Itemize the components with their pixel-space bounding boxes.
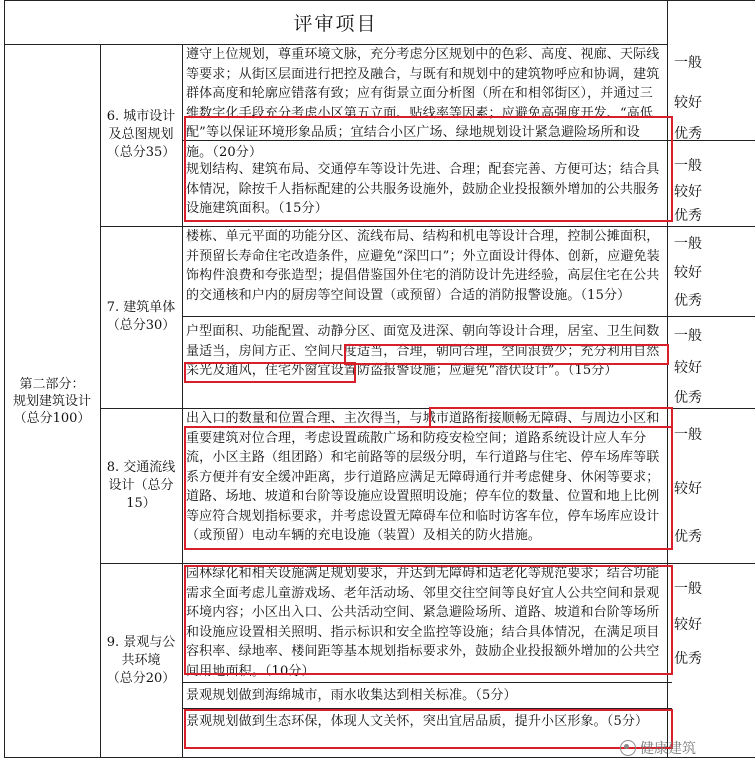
highlight-box [344,344,669,365]
part-label-line: （总分100） [13,410,91,426]
category-line: 共环境 [121,652,161,668]
level-label: 优秀 [674,651,702,667]
table-header: 评审项目 [293,12,378,35]
col-divider [182,44,183,758]
level-label: 较好 [674,95,702,111]
category-line: 设计（总分 [108,477,174,493]
review-table [4,0,755,758]
level-label: 较好 [674,184,702,200]
level-label: 优秀 [674,293,702,309]
criteria-text: 园林绿化和相关设施满足规划要求，并达到无障碍和适老化等规范要求；结合功能需求全面考虑儿童游戏场、老年活动场、邻里交往空间等良好宜人公共空间和景观环境内容；小区出入口、公共活动空间、紧急避险场所、道路、坡道和台阶等场所和设施应设置相关照明、指示标识和安全监控等设施；结合具体情况，在满足项目容积率、绿地率、楼间距等基本规划指标要求外，鼓励企业投报额外增加的公共空间用地面积。（10分） [186,566,660,679]
level-label: 一般 [674,236,702,252]
category-line: 7. 建筑单体 [106,300,176,315]
category-line: （总分30） [106,318,176,333]
category-line: 及总图规划 [108,127,174,142]
highlight-box [184,565,673,675]
category-line: （总分20） [106,670,176,686]
highlight-box [184,116,673,222]
watermark [620,738,696,758]
criteria-text: 景观规划做到生态环保，体现人文关怀，突出宜居品质，提升小区形象。（5分） [186,714,649,729]
item-divider [182,682,672,683]
level-label: 优秀 [674,529,702,545]
level-label: 较好 [674,360,702,376]
level-label: 优秀 [674,390,702,406]
category-line: （总分35） [106,145,176,160]
level-label: 一般 [674,581,702,597]
category-line: 6. 城市设计 [106,109,176,124]
level-label: 优秀 [674,208,702,224]
highlight-box [184,426,673,550]
highlight-box [429,407,673,428]
level-label: 较好 [674,617,702,633]
item-divider [182,316,755,317]
category-urban-design [100,44,182,226]
criteria-text: 景观规划做到海绵城市，雨水收集达到相关标准。（5分） [186,688,517,703]
wechat-icon [620,740,636,756]
level-label: 优秀 [674,126,702,142]
category-traffic [100,408,182,563]
category-line: 9. 景观与公 [106,634,176,650]
level-label: 较好 [674,481,702,497]
level-label: 一般 [674,55,702,71]
level-label: 较好 [674,265,702,281]
category-line: 8. 交通流线 [106,459,176,475]
part-label [4,44,100,758]
level-label: 一般 [674,158,702,174]
part-label-line: 规划建筑设计 [12,393,91,409]
level-label: 一般 [674,427,702,443]
category-building [100,226,182,408]
category-line: 15） [126,495,156,511]
watermark-text: 健康建筑 [640,741,696,757]
level-label: 一般 [674,328,702,344]
part-label-line: 第二部分： [19,376,85,392]
criteria-text: 出入口的数量和位置合理、主次得当，与城市道路衔接顺畅无障碍、与周边小区和重要建筑对位合理，考虑设置疏散广场和防疫安检空间；道路系统设计应人车分流，小区主路（组团路）和宅前路等的层级分明，车行道路与住宅、停车场库等联系方便并有安全缓冲距离，步行道路应满足无障碍通行并考虑健身、休闲等要求；道路、场地、坡道和台阶等设施应设置照明设施；停车位的数量、位置和地上比例等应符合规划指标要求，并考虑设置无障碍车位和临时访客车位，停车场库应设计（或预留）电动车辆的充电设施（装置）及相关的防火措施。 [186,411,660,543]
criteria-text: 规划结构、建筑布局、交通停车等设计先进、合理；配套完善、方便可达；结合具体情况，除按千人指标配建的公共服务设施外，鼓励企业投报额外增加的公共服务设施建筑面积。（15分） [186,162,660,216]
criteria-text: 遵守上位规划，尊重环境文脉，充分考虑分区规划中的色彩、高度、视廊、天际线等要求；从街区层面进行把控及融合，与既有和规划中的建筑物呼应和协调，建筑群体高度和轮廓应错落有致；应有街景立面分析图（所在和相邻街区），并通过三维数字化手段充分考虑小区第五立面、贴线率等因素；应避免高强度开发、“高低配”等以保证环境形象品质；宜结合小区广场、绿地规划设计紧急避险场所和设施。（20分） [186,47,660,160]
highlight-box [184,362,356,383]
highlight-box [184,709,673,749]
category-landscape [100,563,182,758]
criteria-text: 楼栋、单元平面的功能分区、流线布局、结构和机电等设计合理，控制公摊面积，并预留长寿命住宅改造条件，应避免“深凹口”；外立面设计得体、创新，应避免装饰构件浪费和夸张造型；提倡借鉴国外住宅的消防设计先进经验，高层住宅在公共的交通核和户内的厨房等空间设置（或预留）合适的消防报警设施。（15分） [186,229,660,303]
criteria-text: 户型面积、功能配置、动静分区、面宽及进深、朝向等设计合理，居室、卫生间数量适当，房间方正、空间尺度适当，合理，朝向合理，空间浪费少；充分利用自然采光及通风，住宅外窗宜设置防盗报警设施；应避免“潜伏设计”。（15分） [186,324,660,378]
